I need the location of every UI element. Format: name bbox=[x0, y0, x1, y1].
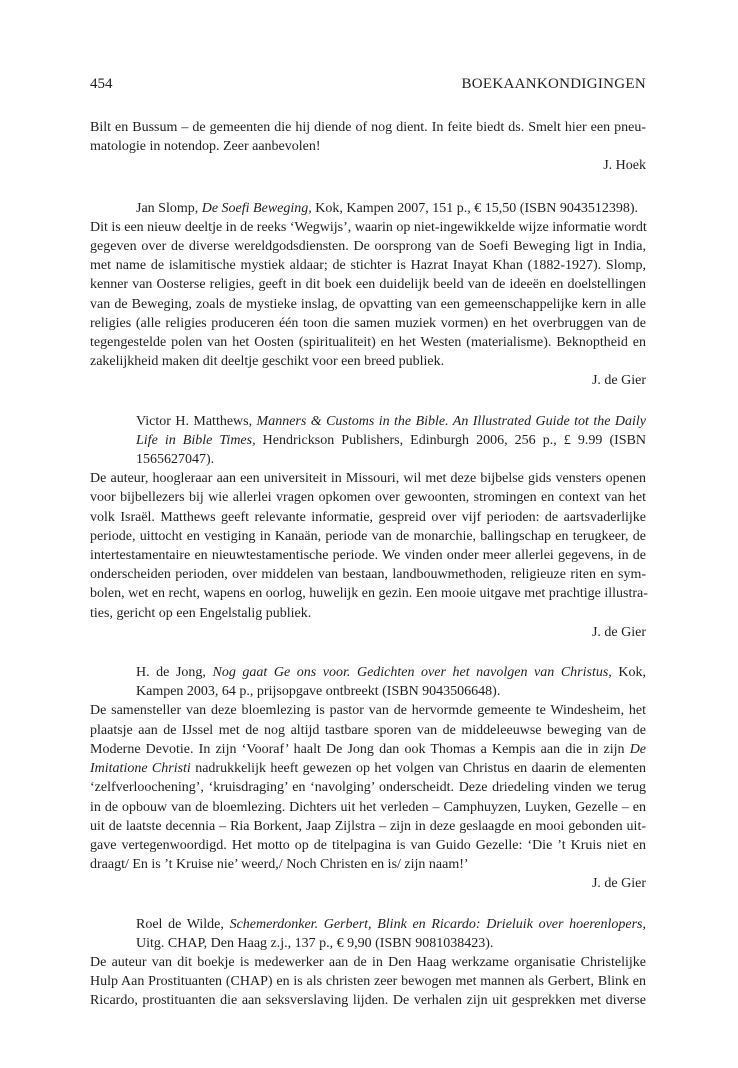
citation-title: Nog gaat Ge ons voor. Gedichten over het navolgen van Christus, bbox=[212, 665, 612, 681]
text-line: ‘zelfverloochening’, ‘kruisdraging’ en ‘navolging’ onderscheidt. Deze driedeling vinden we terug bbox=[90, 780, 646, 796]
text-line: gegeven over de diverse wereldgodsdiensten. De oorsprong van de Soefi Beweging ligt in India, bbox=[90, 239, 646, 255]
citation-author: Jan Slomp, bbox=[136, 200, 199, 216]
text-line: matologie in notendop. Zeer aanbevolen! bbox=[90, 139, 321, 155]
text-line: Bilt en Bussum – de gemeenten die hij diende of nog dient. In feite biedt ds. Smelt hier een pneu- bbox=[90, 120, 646, 135]
text-line: plaatsje aan de IJssel met de nog altijd tastbare sporen van de middeleeuwse beweging van de bbox=[90, 722, 646, 738]
citation-author: H. de Jong, bbox=[136, 665, 206, 681]
citation-details: Kok, Kampen 2007, 151 p., € 15,50 (ISBN 9043512398). bbox=[315, 200, 639, 216]
text-line: van de Beweging, zoals de mystieke inslag, de opvatting van een gemeenschappelijke kern in alle bbox=[90, 296, 646, 312]
review-slomp bbox=[90, 199, 646, 391]
review-matthews bbox=[90, 412, 646, 642]
section-title: BOEKAANKONDIGINGEN bbox=[461, 76, 646, 92]
reviewer-signature: J. de Gier bbox=[591, 624, 646, 640]
text-fragment: Moderne Devotie. In zijn ‘Vooraf’ haalt De Jong dan ook Thomas a Kempis aan die in zijn bbox=[90, 741, 625, 757]
book-citation bbox=[90, 199, 646, 218]
citation-title: Life in Bible Times, bbox=[136, 432, 256, 448]
book-citation bbox=[90, 663, 646, 682]
text-line: uit de laatste decennia – Ria Borkent, Jaap Zijlstra – zijn in deze geslaagde en mooi gebonden uit- bbox=[90, 818, 646, 834]
text-line: draagt/ En is ’t Kruise nie’ weerd,/ Noch Christen en is/ zijn naam!’ bbox=[90, 857, 469, 873]
work-title: Imitatione Christi bbox=[90, 761, 191, 777]
text-line: gave vertegenwoordigd. Het motto op de titelpagina is van Guido Gezelle: ‘Die ’t Kruis niet en bbox=[90, 837, 646, 853]
text-line: periode, uittocht en vestiging in Kanaän, periode van de monarchie, ballingschap en terugkeer, de bbox=[90, 528, 646, 544]
text-line bbox=[90, 740, 646, 759]
citation-author: Roel de Wilde, bbox=[136, 916, 224, 932]
text-line: De auteur van dit boekje is medewerker aan de in Den Haag werkzame organisatie Christelijke bbox=[90, 954, 646, 970]
book-citation: 1565627047). bbox=[136, 452, 215, 468]
citation-title: Manners & Customs in the Bible. An Illustrated Guide tot the Daily bbox=[256, 413, 647, 429]
text-line: religies (alle religies produceren één toon die samen muziek vormen) en het overbruggen van de bbox=[90, 315, 646, 331]
book-citation bbox=[90, 431, 646, 450]
text-line: bolen, wet en recht, wapens en oorlog, huwelijk en gezin. Een mooie uitgave met prachtige illustra- bbox=[90, 586, 648, 602]
citation-details: Kok, bbox=[618, 665, 647, 681]
text-line: kenner van Oosterse religies, geeft in dit boek een duidelijk beeld van de ideeën en doelstellingen bbox=[90, 277, 646, 293]
text-line: Hulp Aan Prostituanten (CHAP) en is als christen zeer bewogen met mannen als Gerbert, Blink en bbox=[90, 974, 646, 990]
page-content bbox=[90, 118, 646, 1011]
book-citation bbox=[90, 412, 646, 431]
review-de-wilde bbox=[90, 915, 646, 1011]
text-line bbox=[90, 759, 646, 778]
text-line: zakelijkheid maken dit deeltje geschikt voor een breed publiek. bbox=[90, 354, 445, 370]
work-title: De bbox=[629, 741, 647, 757]
running-head bbox=[90, 76, 646, 100]
text-line: volk Israël. Matthews geeft relevante informatie, gespreid over vijf perioden: de aartsvaderlijke bbox=[90, 509, 646, 525]
text-line: tegengestelde polen van het Oosten (spiritualiteit) en het Westen (materialisme). Beknoptheid en bbox=[90, 335, 646, 351]
citation-title: Schemerdonker. Gerbert, Blink en Ricardo: Drieluik over hoerenlopers, bbox=[229, 916, 646, 932]
text-line: ties, gericht op een Engelstalig publiek. bbox=[90, 605, 312, 621]
text-line: De auteur, hoogleraar aan een universiteit in Missouri, wil met deze bijbelse gids vensters openen bbox=[90, 471, 646, 487]
page-number: 454 bbox=[90, 76, 113, 92]
book-citation: Uitg. CHAP, Den Haag z.j., 137 p., € 9,90 (ISBN 9081038423). bbox=[136, 935, 494, 951]
reviewer-signature: J. Hoek bbox=[603, 158, 646, 174]
reviewer-signature: J. de Gier bbox=[591, 876, 646, 892]
text-fragment: nadrukkelijk heeft gewezen op het volgen van Christus en daarin de elementen bbox=[195, 761, 647, 777]
citation-title: De Soefi Beweging, bbox=[201, 200, 312, 216]
text-line: Ricardo, prostituanten die aan seksverslaving lijden. De verhalen zijn uit gesprekken met diverse bbox=[90, 993, 646, 1009]
reviewer-signature: J. de Gier bbox=[591, 373, 646, 389]
text-line: intertestamentaire en nieuwtestamentische periode. We vinden onder meer allerlei gegevens, in de bbox=[90, 548, 646, 564]
citation-author: Victor H. Matthews, bbox=[136, 413, 253, 429]
book-citation: Kampen 2003, 64 p., prijsopgave ontbreekt (ISBN 9043506648). bbox=[136, 684, 501, 700]
citation-details: Hendrickson Publishers, Edinburgh 2006, 256 p., £ 9.99 (ISBN bbox=[262, 432, 646, 448]
text-line: Dit is een nieuw deeltje in de reeks ‘Wegwijs’, waarin op niet-ingewikkelde wijze informatie wordt bbox=[90, 219, 647, 235]
book-citation bbox=[90, 915, 646, 934]
text-line: onderscheiden perioden, over middelen van bestaan, landbouwmethoden, religieuze riten en sym- bbox=[90, 567, 646, 583]
text-line: in de opbouw van de bloemlezing. Dichters uit het verleden – Camphuyzen, Luyken, Gezelle – en bbox=[90, 799, 646, 815]
review-de-jong bbox=[90, 663, 646, 893]
review-continuation bbox=[90, 118, 646, 176]
text-line: voor bijbellezers bij wie allerlei vragen opkomen over gewoonten, stromingen en context van het bbox=[90, 490, 646, 506]
text-line: met name de islamitische mystiek aldaar; de stichter is Hazrat Inayat Khan (1882-1927). Slomp, bbox=[90, 258, 646, 274]
text-line: De samensteller van deze bloemlezing is pastor van de hervormde gemeente te Windesheim, het bbox=[90, 703, 646, 719]
